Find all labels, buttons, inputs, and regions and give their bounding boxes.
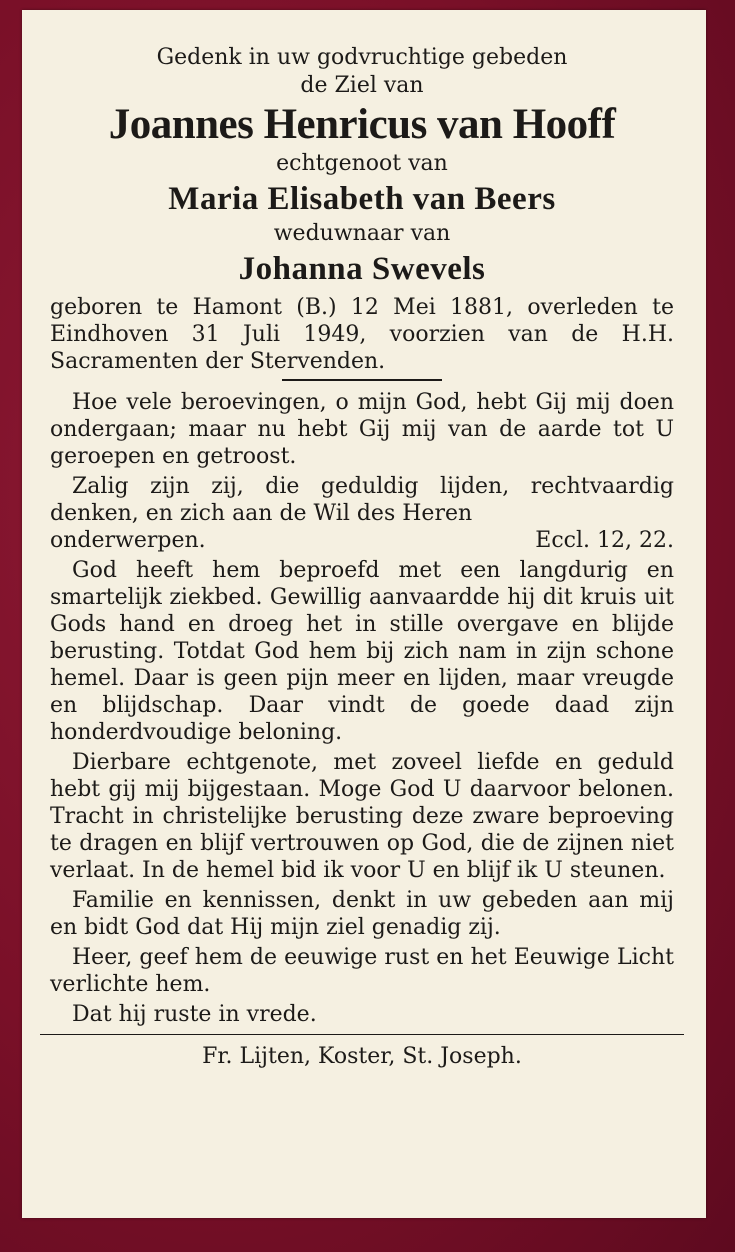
memorial-card — [22, 10, 706, 1218]
paragraph-3: God heeft hem beproefd met een langdurig en smartelijk ziekbed. Gewillig aanvaardde hij dit kruis uit Gods hand en droeg het in stille overgave en blijde berusting. Totdat God hem bij zich nam in zijn schone hemel. Daar is geen pijn meer en lijden, maar vreugde en blijdschap. Daar vindt de goede daad zijn honderdvoudige beloning. — [50, 558, 674, 745]
spouse-name: Maria Elisabeth van Beers — [168, 181, 556, 217]
deceased-name: Joannes Henricus van Hooff — [108, 101, 616, 148]
long-divider — [40, 1034, 684, 1035]
paragraph-1: Hoe vele beroevingen, o mijn God, hebt Gij mij doen ondergaan; maar nu hebt Gij mij van de aarde tot U geroepen en getroost. — [50, 390, 674, 469]
printer-line: Fr. Lijten, Koster, St. Joseph. — [202, 1044, 522, 1069]
relation-spouse: echtgenoot van — [276, 151, 448, 176]
paragraph-7: Dat hij ruste in vrede. — [72, 1002, 317, 1027]
birth-death-text: geboren te Hamont (B.) 12 Mei 1881, overleden te Eindhoven 31 Juli 1949, voorzien van de H.H. Sacramenten der Stervenden. — [50, 295, 674, 374]
first-wife-name: Johanna Swevels — [238, 251, 486, 287]
scripture-line — [50, 527, 674, 554]
intro-line-2: de Ziel van — [300, 73, 424, 98]
paragraph-2-end: onderwerpen. — [50, 528, 206, 553]
scripture-reference: Eccl. 12, 22. — [535, 528, 674, 553]
short-divider — [282, 379, 442, 381]
paragraph-2: Zalig zijn zij, die geduldig lijden, rechtvaardig denken, en zich aan de Wil des Heren — [50, 474, 674, 526]
paragraph-2-block — [50, 473, 674, 554]
paragraph-4: Dierbare echtgenote, met zoveel liefde en geduld hebt gij mij bijgestaan. Moge God U daarvoor belonen. Tracht in christelijke berusting deze zware beproeving te dragen en blijf vertrouwen op God, die de zijnen niet verlaat. In de hemel bid ik voor U en blijf ik U steunen. — [50, 750, 674, 883]
intro-line-1: Gedenk in uw godvruchtige gebeden — [156, 45, 568, 70]
paragraph-6: Heer, geef hem de eeuwige rust en het Eeuwige Licht verlichte hem. — [50, 945, 674, 997]
paragraph-5: Familie en kennissen, denkt in uw gebeden aan mij en bidt God dat Hij mijn ziel genadig zij. — [50, 888, 674, 940]
relation-widower: weduwnaar van — [273, 221, 451, 246]
